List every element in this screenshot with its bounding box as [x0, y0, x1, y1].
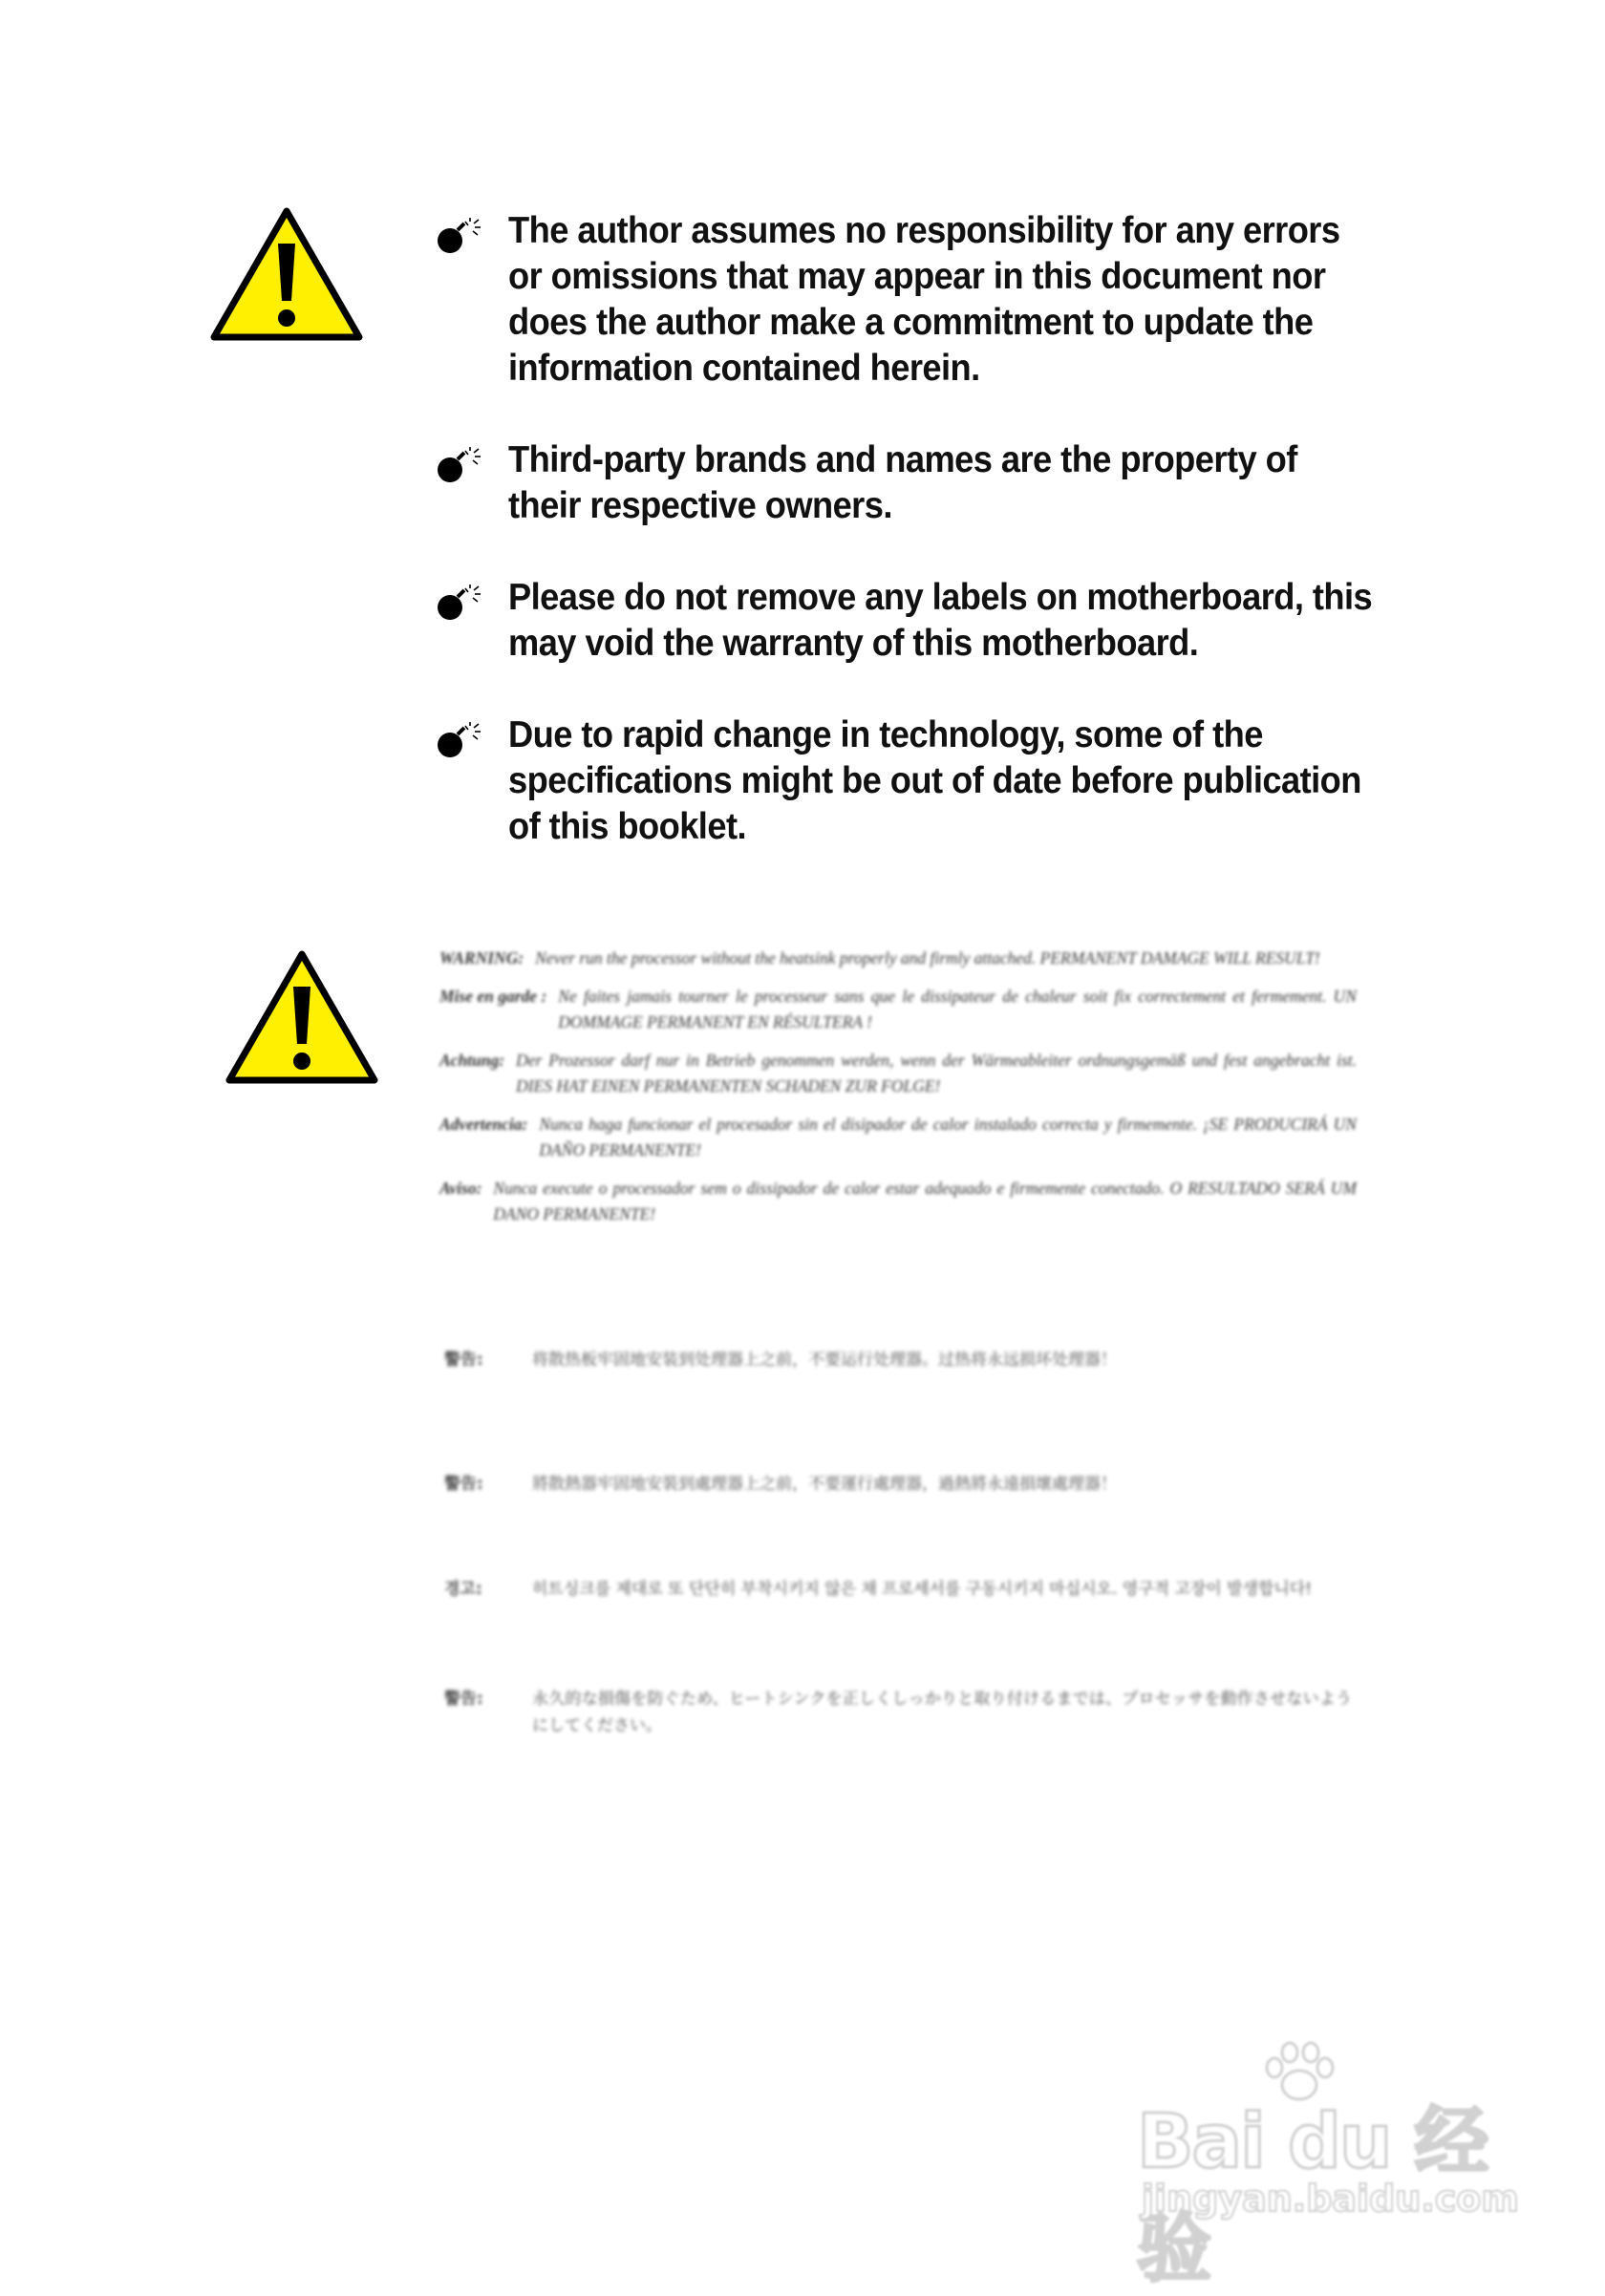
bomb-icon — [435, 722, 482, 760]
warning-text: 히트싱크를 제대로 또 단단히 부착시키지 않은 채 프로세서를 구동시키지 마십시오. 영구적 고장이 발생합니다! — [532, 1580, 1313, 1599]
warning-label: Mise en garde : — [439, 987, 547, 1006]
warning-label: 경고: — [444, 1580, 482, 1599]
warning-row — [439, 946, 1357, 971]
bullet-text: The author assumes no responsibility for any errors or omissions that may appear in this document nor does the author make a commitment to update the information contained herein. — [508, 210, 1340, 389]
warning-text: Nunca haga funcionar el procesador sin el disipador de calor instalado correcta y firmemente. ¡SE PRODUCIRÁ UN DAÑO PERMANENTE! — [539, 1115, 1357, 1159]
warning-text: Der Prozessor darf nur in Betrieb genommen werden, wenn der Wärmeableiter ordnungsgemäß und fest angebracht ist. DIES HAT EINEN PERMANENTEN SCHADEN ZUR FOLGE! — [516, 1051, 1357, 1095]
list-item — [435, 437, 1447, 529]
warning-row — [439, 1176, 1357, 1227]
warning-label: Advertencia: — [439, 1115, 528, 1134]
bullet-text: Third-party brands and names are the property of their respective owners. — [508, 439, 1297, 526]
warning-label: 警告: — [444, 1690, 483, 1709]
warning-row — [444, 1347, 1352, 1373]
watermark-logo: Bai du 经验 — [1137, 2099, 1487, 2292]
list-item — [435, 712, 1447, 850]
warning-label: 警告: — [444, 1475, 483, 1494]
warning-text: 將散熱器牢固地安裝到處理器上之前，不要運行處理器，過熱將永遠損壞處理器！ — [532, 1475, 1117, 1494]
warning-row — [444, 1576, 1352, 1603]
list-item — [435, 208, 1447, 392]
warning-row — [439, 1048, 1357, 1099]
disclaimer-list — [435, 208, 1447, 896]
warning-row — [444, 1471, 1352, 1498]
asian-warning-korean — [444, 1576, 1352, 1615]
warning-row — [444, 1686, 1352, 1739]
asian-warning-simplified-chinese — [444, 1347, 1352, 1386]
bullet-text: Due to rapid change in technology, some of the specifications might be out of date before publication of this booklet. — [508, 714, 1361, 847]
warning-text: Nunca execute o processador sem o dissipador de calor estar adequado e firmemente conectado. O RESULTADO SERÁ UM DANO PERMANENTE! — [493, 1179, 1357, 1223]
warning-row — [439, 984, 1357, 1035]
warning-text: Ne faites jamais tourner le processeur sans que le dissipateur de chaleur soit fix correctement et fermement. UN DOMMAGE PERMANENT EN RÉSULTERA ! — [558, 987, 1357, 1031]
warning-label: Achtung: — [439, 1051, 505, 1070]
bomb-icon — [435, 218, 482, 256]
list-item — [435, 575, 1447, 667]
warning-label: WARNING: — [439, 948, 524, 967]
bullet-text: Please do not remove any labels on motherboard, this may void the warranty of this motherboard. — [508, 577, 1373, 664]
asian-warning-japanese — [444, 1686, 1352, 1752]
warning-triangle-icon — [208, 205, 365, 344]
asian-warning-traditional-chinese — [444, 1471, 1352, 1510]
warning-text: Never run the processor without the heatsink properly and firmly attached. PERMANENT DAMAGE WILL RESULT! — [535, 948, 1320, 967]
warning-label: 警告: — [444, 1350, 483, 1370]
baidu-watermark — [1137, 2039, 1538, 2292]
warning-text: 永久的な損傷を防ぐため、ヒートシンクを正しくしっかりと取り付けるまでは、プロセッサを動作させないようにしてください。 — [532, 1690, 1352, 1735]
bomb-icon — [435, 447, 482, 485]
warning-row — [439, 1112, 1357, 1163]
watermark-url: jingyan.baidu.com — [1142, 2178, 1519, 2220]
warning-triangle-icon — [224, 948, 380, 1087]
warning-text: 将散热板牢固地安装到处理器上之前，不要运行处理器。过热将永远损坏处理器！ — [532, 1350, 1117, 1370]
warning-label: Aviso: — [439, 1179, 482, 1198]
multilingual-warnings — [439, 946, 1357, 1240]
bomb-icon — [435, 585, 482, 623]
